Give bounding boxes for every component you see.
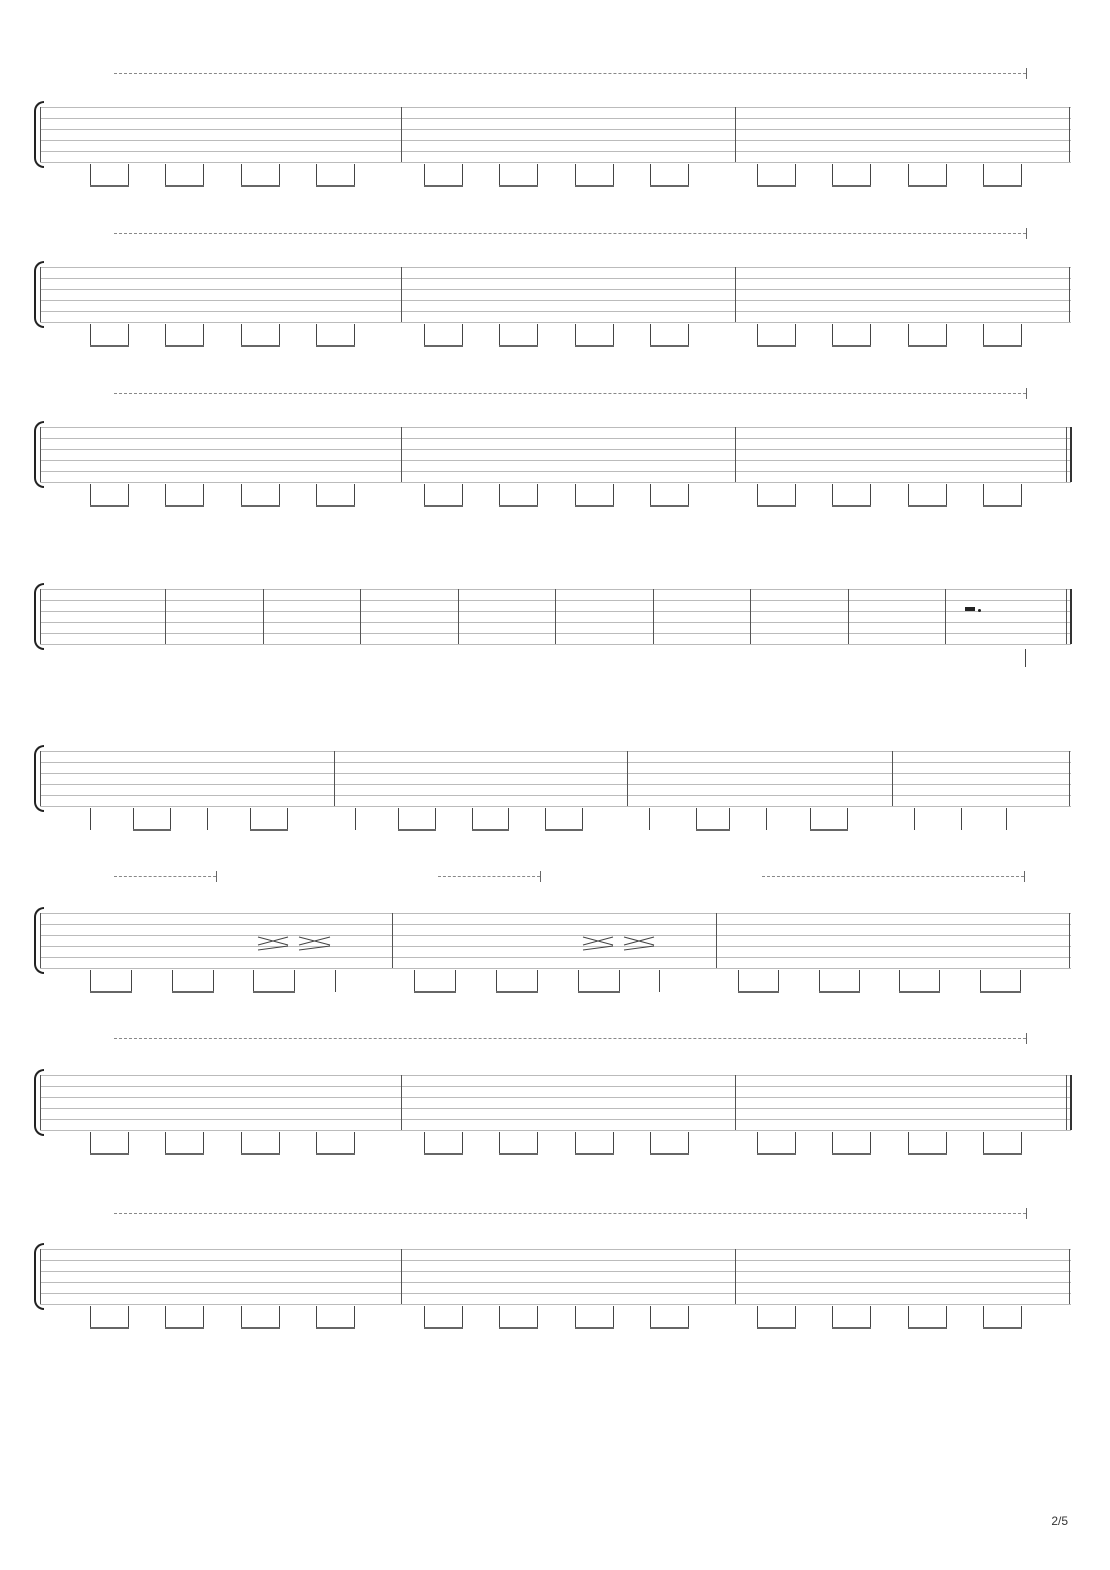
note-stem [859, 970, 860, 992]
note-beam [253, 991, 295, 993]
note-stem [819, 970, 820, 992]
note-stem [455, 970, 456, 992]
note-stem [778, 970, 779, 992]
note-beam [496, 991, 538, 993]
note-stem [578, 970, 579, 992]
note-stem [659, 970, 660, 992]
note-beam [414, 991, 456, 993]
note-stem [1020, 970, 1021, 992]
note-stem [253, 970, 254, 992]
note-stem [294, 970, 295, 992]
note-stem [537, 970, 538, 992]
note-beam [738, 991, 779, 993]
slide-line [583, 946, 613, 950]
note-stem [939, 970, 940, 992]
note-stem [90, 970, 91, 992]
note-stem [335, 970, 336, 992]
note-beam [980, 991, 1021, 993]
note-beam [819, 991, 860, 993]
note-beam [578, 991, 620, 993]
slide-line [299, 946, 330, 950]
note-stem [131, 970, 132, 992]
note-beam [172, 991, 214, 993]
page-number: 2/5 [1051, 1514, 1068, 1528]
note-stem [213, 970, 214, 992]
note-stem [172, 970, 173, 992]
note-stem [414, 970, 415, 992]
note-stem [980, 970, 981, 992]
note-stem [899, 970, 900, 992]
slide-line [624, 946, 654, 950]
note-beam [899, 991, 940, 993]
note-stem [619, 970, 620, 992]
note-beam [90, 991, 132, 993]
note-stem [496, 970, 497, 992]
slide-line [258, 946, 288, 950]
note-stem [738, 970, 739, 992]
